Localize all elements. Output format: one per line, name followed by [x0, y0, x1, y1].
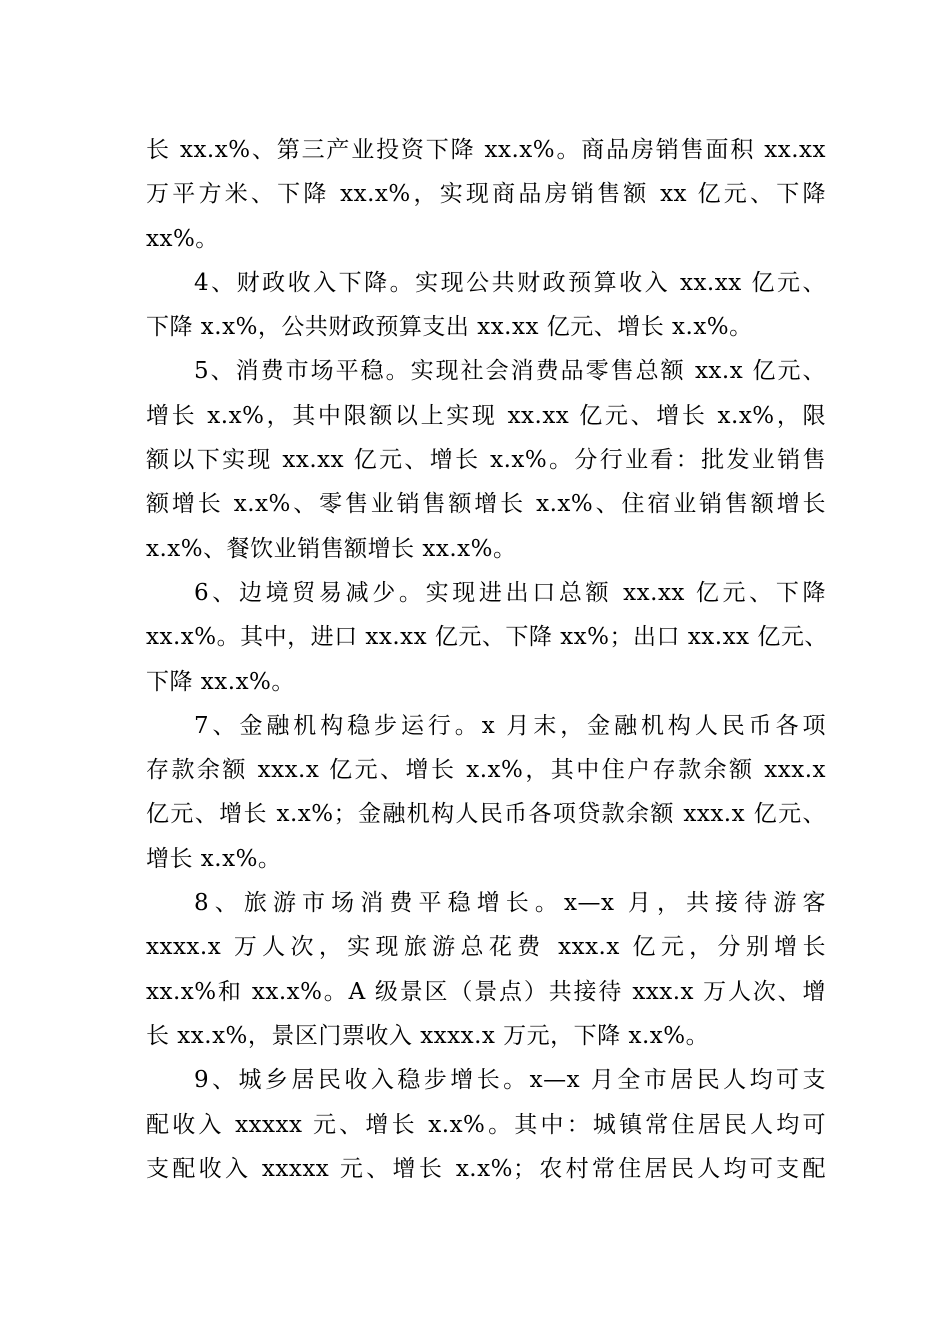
- text-line: xx%。: [146, 225, 219, 252]
- text-line: 长 xx.x%，景区门票收入 xxxx.x 万元，下降 x.x%。: [146, 1022, 710, 1049]
- text-line: 6、边境贸易减少。实现进出口总额 xx.xx 亿元、下降: [194, 579, 826, 606]
- text-line: xx.x%。其中，进口 xx.xx 亿元、下降 xx%；出口 xx.xx 亿元、: [146, 624, 828, 651]
- body-text: [146, 128, 826, 1191]
- text-line: 万平方米、下降 xx.x%，实现商品房销售额 xx 亿元、下降: [146, 181, 826, 208]
- text-line: 下降 x.x%，公共财政预算支出 xx.xx 亿元、增长 x.x%。: [146, 314, 753, 341]
- text-line: x.x%、餐饮业销售额增长 xx.x%。: [146, 535, 517, 562]
- text-line: 增长 x.x%，其中限额以上实现 xx.xx 亿元、增长 x.x%，限: [146, 402, 826, 429]
- text-line: 5、消费市场平稳。实现社会消费品零售总额 xx.x 亿元、: [194, 358, 826, 385]
- text-line: 9、城乡居民收入稳步增长。x—x 月全市居民人均可支: [194, 1067, 826, 1094]
- text-line: 下降 xx.x%。: [146, 668, 295, 695]
- text-line: 8、旅游市场消费平稳增长。x—x 月，共接待游客: [194, 890, 826, 917]
- text-line: 支配收入 xxxxx 元、增长 x.x%；农村常住居民人均可支配: [146, 1155, 826, 1182]
- text-line: 亿元、增长 x.x%；金融机构人民币各项贷款余额 xxx.x 亿元、: [146, 801, 826, 828]
- text-line: 7、金融机构稳步运行。x 月末，金融机构人民币各项: [194, 712, 826, 739]
- text-line: 增长 x.x%。: [146, 845, 282, 872]
- text-line: 4、财政收入下降。实现公共财政预算收入 xx.xx 亿元、: [194, 269, 826, 296]
- text-line: xxxx.x 万人次，实现旅游总花费 xxx.x 亿元，分别增长: [146, 934, 826, 961]
- text-line: 额以下实现 xx.xx 亿元、增长 x.x%。分行业看：批发业销售: [146, 447, 826, 474]
- text-line: 存款余额 xxx.x 亿元、增长 x.x%，其中住户存款余额 xxx.x: [146, 757, 826, 784]
- text-line: 额增长 x.x%、零售业销售额增长 x.x%、住宿业销售额增长: [146, 491, 826, 518]
- text-line: 长 xx.x%、第三产业投资下降 xx.x%。商品房销售面积 xx.xx: [146, 137, 826, 163]
- text-line: 配收入 xxxxx 元、增长 x.x%。其中：城镇常住居民人均可: [146, 1111, 826, 1138]
- text-line: xx.x%和 xx.x%。A 级景区（景点）共接待 xxx.x 万人次、增: [146, 978, 826, 1005]
